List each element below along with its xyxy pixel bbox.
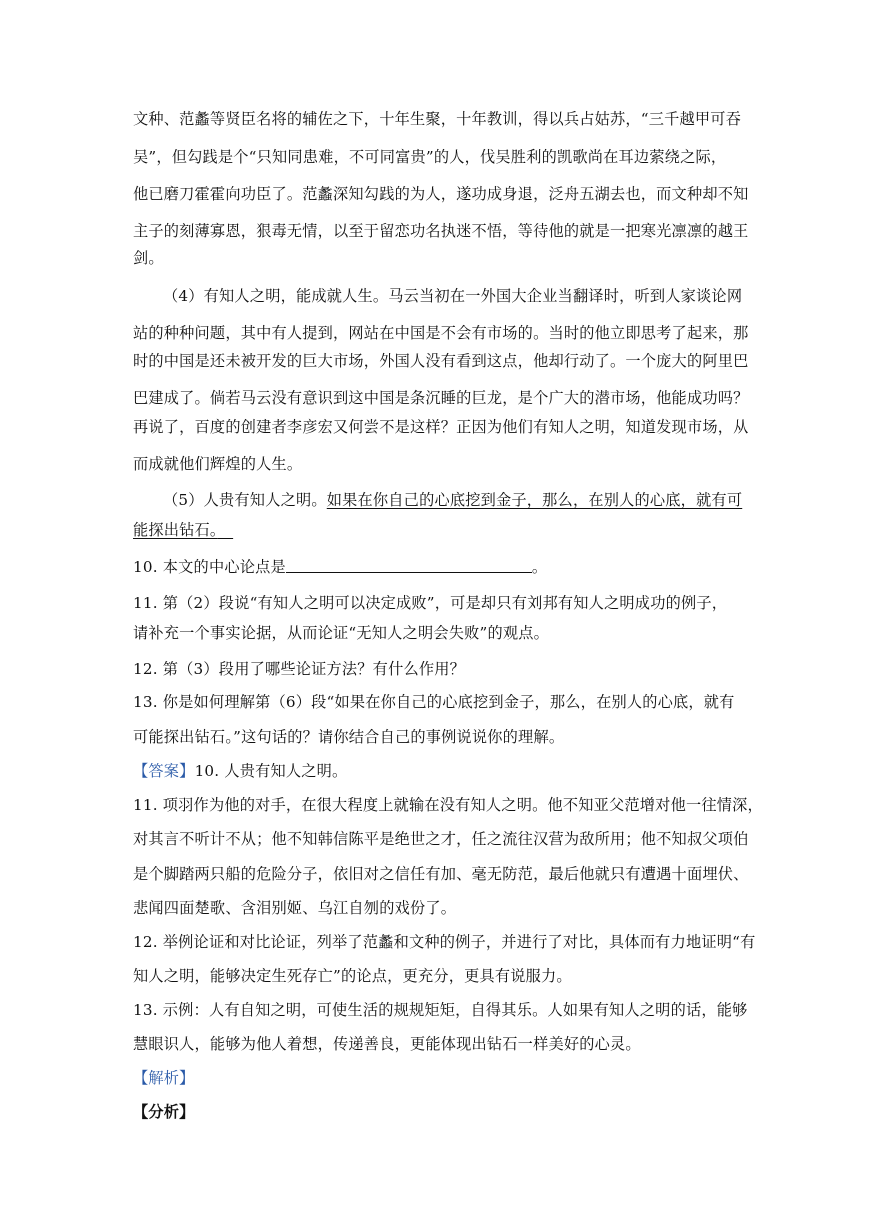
answer-13-line: 13. 示例：人有自知之明，可使生活的规规矩矩，自得其乐。人如果有知人之明的话，能够 [133,1001,748,1019]
question-10 [133,557,547,577]
question-13-line: 13. 你是如何理解第（6）段“如果在你自己的心底挖到金子，那么，在别人的心底，就有 [133,693,735,711]
para3-line: 他已磨刀霍霍向功臣了。范蠡深知勾践的为人，遂功成身退，泛舟五湖去也，而文种却不知 [133,185,749,203]
answer-11-line: 11. 项羽作为他的对手，在很大程度上就输在没有知人之明。他不知亚父范增对他一往情深， [133,796,763,814]
answer-header [133,761,347,781]
answer-11-line: 对其言不听计不从；他不知韩信陈平是绝世之才，任之流往汉营为敌所用；他不知叔父项伯 [133,830,749,848]
para5-line [163,490,742,510]
question-13-line: 可能探出钻石。”这句话的？请你结合自己的事例说说你的理解。 [133,728,565,746]
question-10-end: 。 [531,558,548,576]
para5-underlined: 能探出钻石。 [133,521,218,539]
para5-line [133,520,233,540]
para4-line: 巴建成了。倘若马云没有意识到这中国是条沉睡的巨龙，是个广大的潜市场，他能成功吗？ [133,389,749,407]
question-11-line: 11. 第（2）段说“有知人之明可以决定成败”，可是却只有刘邦有知人之明成功的例子， [133,594,728,612]
question-11-line: 请补充一个事实论据，从而论证“无知人之明会失败”的观点。 [133,624,550,642]
question-12: 12. 第（3）段用了哪些论证方法？有什么作用？ [133,660,466,678]
para4-line: 站的种种问题，其中有人提到，网站在中国是不会有市场的。当时的他立即思考了起来，那 [133,324,749,342]
answer-12-line: 12. 举例论证和对比论证，列举了范蠡和文种的例子，并进行了对比，具体而有力地证明“有 [133,933,756,951]
answer-11-line: 悲闻四面楚歌、含泪别姬、乌江自刎的戏份了。 [133,899,457,917]
answer-13-line: 慧眼识人，能够为他人着想，传递善良，更能体现出钻石一样美好的心灵。 [133,1035,641,1053]
answer-12-line: 知人之明，能够决定生死存亡”的论点，更充分，更具有说服力。 [133,967,572,985]
fenxi-tag: 【分析】 [133,1103,195,1121]
para3-line: 吴”，但勾践是个“只知同患难，不可同富贵”的人，伐吴胜利的凯歌尚在耳边萦绕之际， [133,148,727,166]
question-10-text: 10. 本文的中心论点是 [133,558,286,576]
para4-line: （4）有知人之明，能成就人生。马云当初在一外国大企业当翻译时，听到人家谈论网 [163,287,743,305]
analysis-tag: 【解析】 [133,1069,195,1087]
para3-line: 剑。 [133,249,164,267]
para4-line: 而成就他们辉煌的人生。 [133,455,303,473]
answer-blank[interactable] [286,558,532,573]
para5-underlined: 如果在你自己的心底挖到金子，那么，在别人的心底，就有可 [326,491,743,509]
answer-10: 10. 人贵有知人之明。 [194,762,348,780]
para3-line: 文种、范蠡等贤臣名将的辅佐之下，十年生聚，十年教训，得以兵占姑苏，“三千越甲可吞 [133,110,742,128]
para4-line: 再说了，百度的创建者李彦宏又何尝不是这样？正因为他们有知人之明，知道发现市场，从 [133,418,749,436]
answer-tag: 【答案】 [133,762,195,780]
para3-line: 主子的刻薄寡恩，狠毒无情，以至于留恋功名执迷不悟，等待他的就是一把寒光凛凛的越王 [133,222,749,240]
para5-prefix: （5）人贵有知人之明。 [163,491,327,509]
answer-11-line: 是个脚踏两只船的危险分子，依旧对之信任有加、毫无防范，最后他就只有遭遇十面埋伏、 [133,865,749,883]
para4-line: 时的中国是还未被开发的巨大市场，外国人没有看到这点，他却行动了。一个庞大的阿里巴 [133,352,749,370]
